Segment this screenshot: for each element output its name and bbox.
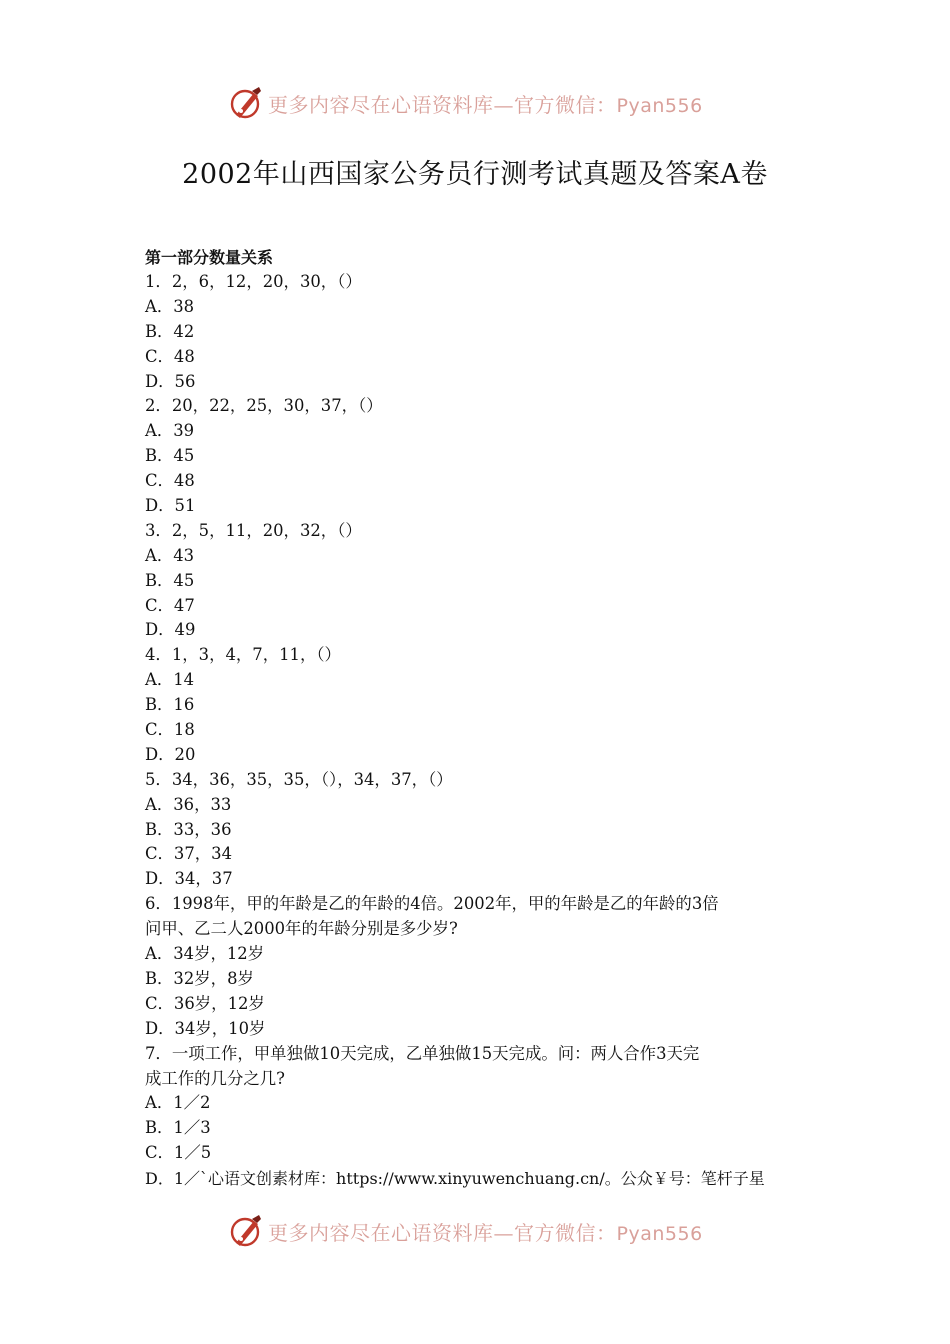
answer-option: A．34岁，12岁 — [145, 944, 265, 964]
answer-option: A．1／2 — [145, 1093, 211, 1113]
question-text: 5．34，36，35，35，（），34，37，（） — [145, 769, 453, 789]
answer-option: D．49 — [145, 620, 196, 640]
wechat-id: Pyan556 — [616, 94, 703, 117]
answer-option: C．48 — [145, 346, 195, 366]
answer-option: B．16 — [145, 695, 195, 715]
banner-text: 更多内容尽在心语资料库—官方微信：Pyan556 — [268, 92, 703, 117]
answer-option: B．45 — [145, 570, 195, 590]
question-text: 问甲、乙二人2000年的年龄分别是多少岁? — [145, 919, 458, 939]
answer-option: D．56 — [145, 371, 196, 391]
answer-option: D．51 — [145, 496, 196, 516]
pen-logo-icon — [228, 85, 264, 121]
question-text: 1．2，6，12，20，30，（） — [145, 272, 362, 291]
answer-option: B．1／3 — [145, 1118, 211, 1138]
answer-option: C．1／5 — [145, 1143, 212, 1163]
question-text: 4．1，3，4，7，11，（） — [145, 645, 341, 665]
answer-option: C．18 — [145, 720, 195, 740]
answer-option: A．43 — [145, 545, 195, 565]
answer-option: A．36，33 — [145, 794, 232, 814]
pen-logo-icon — [228, 1213, 264, 1249]
answer-option: D．34，37 — [145, 869, 233, 889]
wechat-id: Pyan556 — [616, 1222, 703, 1245]
answer-option: B．45 — [145, 446, 195, 466]
answer-option: C．36岁，12岁 — [145, 993, 265, 1013]
question-text: 3．2，5，11，20，32，（） — [145, 520, 362, 540]
site-url[interactable]: https://www.xinyuwenchuang.cn/ — [336, 1169, 605, 1189]
banner-text: 更多内容尽在心语资料库—官方微信：Pyan556 — [268, 1220, 703, 1245]
answer-option: A．14 — [145, 670, 195, 690]
answer-option: C．47 — [145, 595, 195, 615]
page-title: 2002年山西国家公务员行测考试真题及答案A卷 — [182, 159, 768, 190]
site-label: 心语文创素材库： — [208, 1169, 337, 1189]
question-text: 6．1998年，甲的年龄是乙的年龄的4倍。2002年，甲的年龄是乙的年龄的3倍 — [145, 894, 719, 914]
question-list — [145, 270, 825, 1166]
question-text: 成工作的几分之几? — [145, 1068, 285, 1088]
question-text: 7．一项工作，甲单独做10天完成，乙单独做15天完成。问：两人合作3天完 — [145, 1043, 700, 1063]
wechat-note: 。公众￥号：笔杆子星 — [604, 1169, 765, 1189]
answer-option: C．37，34 — [145, 844, 233, 864]
answer-option: A．38 — [145, 296, 195, 316]
section-heading: 第一部分数量关系 — [145, 248, 274, 267]
question-text: 2．20，22，25，30，37，（） — [145, 396, 383, 416]
answer-option: D．20 — [145, 744, 196, 764]
option-d-prefix: D．1／` — [145, 1169, 209, 1189]
answer-option: D．34岁，10岁 — [145, 1018, 266, 1038]
answer-option: A．39 — [145, 421, 195, 441]
answer-option: B．33，36 — [145, 819, 232, 839]
answer-option: B．42 — [145, 321, 195, 341]
document-body — [145, 245, 825, 1191]
last-line — [145, 1166, 825, 1191]
footer-banner — [0, 1208, 950, 1254]
header-banner — [0, 80, 950, 126]
answer-option: C．48 — [145, 471, 195, 491]
answer-option: B．32岁，8岁 — [145, 968, 254, 988]
